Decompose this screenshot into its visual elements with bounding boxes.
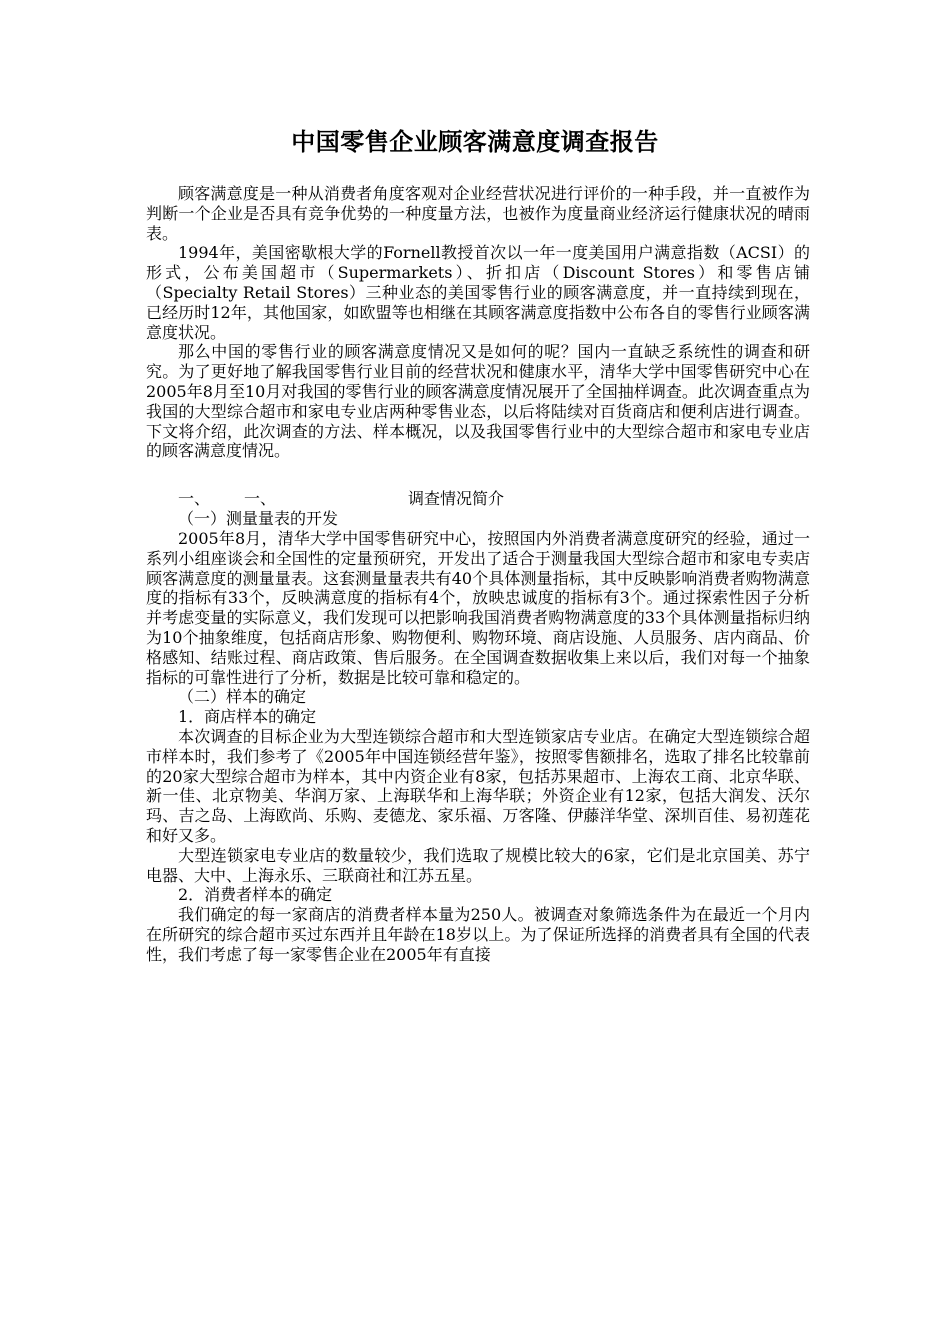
paragraph-item2-1: 我们确定的每一家商店的消费者样本量为250人。被调查对象筛选条件为在最近一个月内在所研究的综合超市买过东西并且年龄在18岁以上。为了保证所选择的消费者具有全国的代表性，我们考虑了每一家零售企业在2005年有直接 xyxy=(146,905,810,964)
paragraph-intro-2: 1994年，美国密歇根大学的Fornell教授首次以一年一度美国用户满意指数（ACSI）的形式，公布美国超市（Supermarkets）、折扣店（Discount Stores）和零售店铺（Specialty Retail Stores）三种业态的美国零售行业的顾客满意度，并一直持续到现在，已经历时12年，其他国家，如欧盟等也相继在其顾客满意度指数中公布各自的零售行业顾客满意度状况。 xyxy=(146,243,810,342)
paragraph-item1-1: 本次调查的目标企业为大型连锁综合超市和大型连锁家店专业店。在确定大型连锁综合超市样本时，我们参考了《2005年中国连锁经营年鉴》，按照零售额排名，选取了排名比较靠前的20家大型综合超市为样本，其中内资企业有8家，包括苏果超市、上海农工商、北京华联、新一佳、北京物美、华润万家、上海联华和上海华联；外资企业有12家，包括大润发、沃尔玛、吉之岛、上海欧尚、乐购、麦德龙、家乐福、万客隆、伊藤洋华堂、深圳百佳、易初莲花和好又多。 xyxy=(146,726,810,845)
document-title: 中国零售企业顾客满意度调查报告 xyxy=(291,127,659,156)
section-number-inner: 一、 xyxy=(244,489,277,509)
paragraph-item1-2: 大型连锁家电专业店的数量较少，我们选取了规模比较大的6家，它们是北京国美、苏宁电器、大中、上海永乐、三联商社和江苏五星。 xyxy=(146,845,810,885)
paragraph-intro-1: 顾客满意度是一种从消费者角度客观对企业经营状况进行评价的一种手段，并一直被作为判断一个企业是否具有竞争优势的一种度量方法，也被作为度量商业经济运行健康状况的晴雨表。 xyxy=(146,184,810,243)
section-number-outer: 一、 xyxy=(178,489,211,509)
section-title: 调查情况简介 xyxy=(408,489,505,509)
item-title-1: 1．商店样本的确定 xyxy=(178,707,317,727)
document-body xyxy=(146,184,810,964)
section-spacer xyxy=(146,461,810,481)
item-title-2: 2．消费者样本的确定 xyxy=(178,885,333,905)
subsection-title-1: （一）测量量表的开发 xyxy=(178,509,339,529)
section-heading xyxy=(146,489,810,509)
paragraph-sub1-1: 2005年8月，清华大学中国零售研究中心，按照国内外消费者满意度研究的经验，通过一系列小组座谈会和全国性的定量预研究，开发出了适合于测量我国大型综合超市和家电专卖店顾客满意度的测量量表。这套测量量表共有40个具体测量指标，其中反映影响消费者购物满意度的指标有33个，反映满意度的指标有4个，放映忠诚度的指标有3个。通过探索性因子分析并考虑变量的实际意义，我们发现可以把影响我国消费者购物满意度的33个具体测量指标归纳为10个抽象维度，包括商店形象、购物便利、购物环境、商店设施、人员服务、店内商品、价格感知、结账过程、商店政策、售后服务。在全国调查数据收集上来以后，我们对每一个抽象指标的可靠性进行了分析，数据是比较可靠和稳定的。 xyxy=(146,528,810,687)
subsection-title-2: （二）样本的确定 xyxy=(178,687,307,707)
paragraph-intro-3: 那么中国的零售行业的顾客满意度情况又是如何的呢？国内一直缺乏系统性的调查和研究。为了更好地了解我国零售行业目前的经营状况和健康水平，清华大学中国零售研究中心在2005年8月至10月对我国的零售行业的顾客满意度情况展开了全国抽样调查。此次调查重点为我国的大型综合超市和家电专业店两种零售业态，以后将陆续对百货商店和便利店进行调查。下文将介绍，此次调查的方法、样本概况，以及我国零售行业中的大型综合超市和家电专业店的顾客满意度情况。 xyxy=(146,342,810,461)
